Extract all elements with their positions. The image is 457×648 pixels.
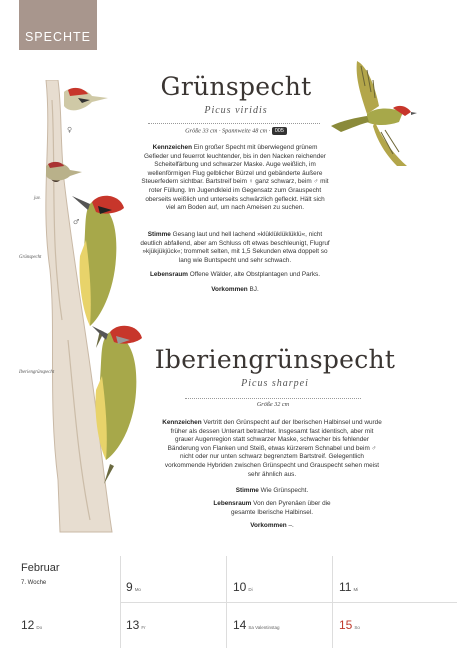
- species2-vorkommen: [162, 522, 382, 531]
- species1-lebensraum: [140, 271, 330, 280]
- flying-woodpecker-illustration: [327, 56, 417, 171]
- species2-stimme-text: Wie Grünspecht.: [260, 487, 309, 494]
- species1-kennzeichen-text: Ein großer Specht mit überwiegend grünem Gefieder und feuerrot leuchtender, bis in den Nacken reichender Scheitelfärbung und schwarzer Maske. Auge weißlich, im wellenförmigen Flug gelblicher Bürzel und gebänderte äußere Steuerfedern sichtbar. Bartstreif beim ♀ ganz schwarz, beim ♂ mit roter Füllung. Im Jugendkleid im Gegensatz zum Grauspecht oberseits weißlich und unterseits schwärzlich gefleckt. Hält sich viel am Boden auf, um nach Ameisen zu suchen.: [141, 144, 329, 212]
- species1-latin: Picus viridis: [204, 105, 268, 116]
- species2-lebensraum: [205, 500, 339, 517]
- species1-size: Größe 33 cm · Spannweite 48 cm ·: [185, 127, 271, 135]
- species2-stimme-label: Stimme: [235, 487, 259, 494]
- female-symbol-top: ♀: [67, 126, 73, 134]
- calendar-day-label: Di: [248, 587, 253, 592]
- species1-vorkommen-label: Vorkommen: [211, 286, 248, 293]
- male-symbol: ♂: [73, 218, 80, 226]
- species1-vorkommen-text: BJ.: [249, 286, 259, 293]
- species2-vorkommen-text: –.: [288, 522, 294, 529]
- calendar-week: 7. Woche: [21, 580, 47, 586]
- species2-meta: [185, 401, 361, 408]
- calendar-day-number: 13: [126, 618, 140, 632]
- species2-vorkommen-label: Vorkommen: [250, 522, 287, 529]
- calendar-day[interactable]: [339, 578, 358, 596]
- species1-title-block: [150, 72, 322, 116]
- calendar-day-label: So: [354, 625, 360, 630]
- calendar-day[interactable]: [126, 616, 146, 634]
- species2-stimme: [162, 487, 382, 496]
- calendar-strip: [0, 556, 457, 648]
- species2-name: Iberiengrünspecht: [154, 345, 396, 374]
- species1-badge: 005: [272, 127, 287, 135]
- plate-label-iberien: Iberiengrünspecht: [19, 370, 55, 375]
- calendar-day[interactable]: [21, 616, 42, 634]
- species1-stimme: [140, 231, 330, 265]
- calendar-day-label: Mi: [353, 587, 359, 592]
- species2-title-block: [150, 345, 400, 389]
- calendar-day[interactable]: [233, 578, 253, 596]
- calendar-day-number: 12: [21, 618, 35, 632]
- species1-kennzeichen: [140, 144, 330, 213]
- species2-kennzeichen: [162, 419, 382, 479]
- calendar-day-number: 10: [233, 580, 247, 594]
- species2-divider: [185, 398, 361, 399]
- species1-meta: [150, 127, 322, 135]
- calendar-day-number: 14: [233, 618, 247, 632]
- species1-stimme-text: Gesang laut und hell lachend »klüklüklüklüklü«, nicht deutlich abfallend, aber am Schluss oft etwas beschleunigt, Flugruf »kjükjükjück«; trommelt selten, mit 1,5 Sekunden etwa doppelt so lang wie Buntspecht und sehr schwach.: [140, 231, 330, 264]
- calendar-day-number: 11: [339, 580, 352, 594]
- plate-label-gruenspecht: Grünspecht: [19, 255, 42, 260]
- species2-kennzeichen-label: Kennzeichen: [162, 419, 202, 426]
- species2-lebensraum-label: Lebensraum: [213, 500, 252, 507]
- species2-kennzeichen-text: Vertritt den Grünspecht auf der Iberischen Halbinsel und wurde früher als dessen Unterart betrachtet. Insgesamt fast identisch, aber mit grauer Augenregion statt schwarzer Maske, schwacher bis fehlender Bänderung von Flanken und Steiß, etwas kürzerem Schnabel und beim ♂ nicht oder nur unten schwarz begrenztem Bartstreif. Gelegentlich vorkommende Hybriden zwischen Grünspecht und Grauspecht sehen meist sehr ähnlich aus.: [164, 419, 382, 478]
- species1-lebensraum-text: Offene Wälder, alte Obstplantagen und Parks.: [189, 271, 321, 278]
- calendar-month: Februar: [21, 562, 60, 574]
- species1-kennzeichen-label: Kennzeichen: [152, 144, 192, 151]
- calendar-day-label: Fr: [141, 625, 146, 630]
- calendar-month-cell: [21, 562, 60, 586]
- calendar-day-sunday[interactable]: [339, 616, 360, 634]
- species1-stimme-label: Stimme: [147, 231, 171, 238]
- calendar-day-label: Do: [36, 625, 43, 630]
- species2-size: Größe 32 cm: [256, 401, 290, 408]
- calendar-day-number: 15: [339, 618, 353, 632]
- woodpecker-plate-illustration: [0, 80, 150, 540]
- species1-divider: [148, 123, 320, 124]
- species2-lebensraum-text: Von den Pyrenäen über die gesamte Iberische Halbinsel.: [230, 500, 331, 516]
- species2-latin: Picus sharpei: [241, 378, 309, 389]
- calendar-divider: [120, 602, 457, 603]
- calendar-day[interactable]: [233, 616, 280, 634]
- calendar-day-label: Sa Valentinstag: [248, 625, 280, 630]
- category-tag: [19, 0, 97, 50]
- calendar-day[interactable]: [126, 578, 141, 596]
- species1-vorkommen: [140, 286, 330, 295]
- calendar-day-label: Mo: [134, 587, 141, 592]
- calendar-day-number: 9: [126, 580, 133, 594]
- plate-label-juv: juv.: [34, 196, 41, 201]
- species1-name: Grünspecht: [160, 72, 312, 101]
- species1-lebensraum-label: Lebensraum: [149, 271, 188, 278]
- category-tag-label: SPECHTE: [24, 30, 92, 44]
